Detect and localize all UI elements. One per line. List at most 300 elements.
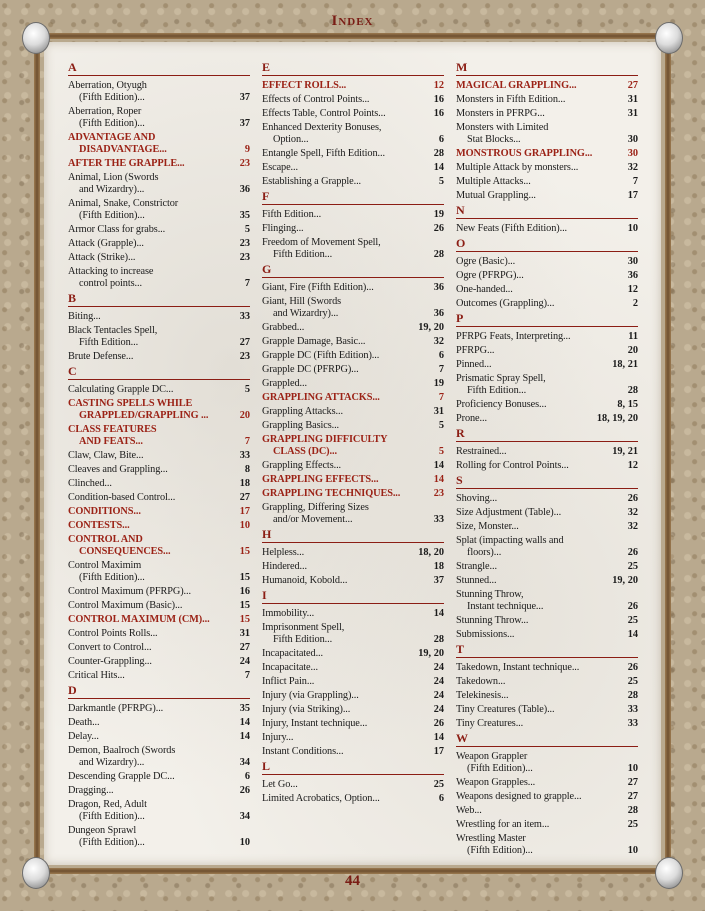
index-entry-term: Effects Table, Control Points... — [262, 108, 386, 119]
index-entry-term: GRAPPLING TECHNIQUES... — [262, 488, 401, 499]
section-letter-heading: A — [68, 61, 250, 76]
index-entry-pages: 28 — [433, 148, 444, 159]
index-entry — [68, 450, 250, 462]
index-entry-pages: 6 — [244, 771, 250, 782]
index-entry — [68, 745, 250, 769]
index-entry-term: Web... — [456, 805, 482, 816]
index-entry — [68, 398, 250, 422]
index-entry-pages: 23 — [239, 351, 250, 362]
index-entry-term: Control Maximum (PFRPG)... — [68, 586, 191, 597]
index-entry-pages: 27 — [239, 492, 250, 503]
index-entry-term: Grappling, Differing Sizes and/or Movement... — [262, 502, 369, 525]
index-entry — [262, 176, 444, 188]
index-entry-term: Brute Defense... — [68, 351, 134, 362]
index-entry — [456, 662, 638, 674]
index-entry-pages: 30 — [627, 148, 638, 159]
index-entry-pages: 27 — [627, 791, 638, 802]
index-entry-term: Multiple Attacks... — [456, 176, 531, 187]
index-entry — [68, 825, 250, 849]
index-entry — [456, 331, 638, 343]
index-entry — [262, 793, 444, 805]
index-entry — [68, 771, 250, 783]
index-entry-pages: 19, 20 — [612, 575, 638, 586]
index-entry-pages: 5 — [438, 420, 444, 431]
index-entry-term: Ogre (PFRPG)... — [456, 270, 524, 281]
index-entry — [68, 717, 250, 729]
index-entry-pages: 24 — [433, 676, 444, 687]
index-entry-pages: 18, 21 — [612, 359, 638, 370]
index-entry-term: Black Tentacles Spell, Fifth Edition... — [68, 325, 158, 348]
index-entry-pages: 10 — [239, 520, 250, 531]
index-entry-term: Monsters in Fifth Edition... — [456, 94, 566, 105]
index-entry-pages: 14 — [433, 162, 444, 173]
index-entry — [456, 561, 638, 573]
index-entry — [456, 446, 638, 458]
index-entry-term: Entangle Spell, Fifth Edition... — [262, 148, 385, 159]
index-entry-term: Prismatic Spray Spell, Fifth Edition... — [456, 373, 546, 396]
section-letter-heading: F — [262, 190, 444, 205]
index-entry-term: Enhanced Dexterity Bonuses, Option... — [262, 122, 382, 145]
index-entry — [68, 642, 250, 654]
index-entry-term: Dungeon Sprawl (Fifth Edition)... — [68, 825, 145, 848]
index-entry-term: GRAPPLING ATTACKS... — [262, 392, 380, 403]
index-entry-pages: 32 — [433, 336, 444, 347]
index-entry-term: Wrestling Master (Fifth Edition)... — [456, 833, 533, 856]
index-entry-pages: 7 — [438, 364, 444, 375]
index-entry-term: Control Maximum (Basic)... — [68, 600, 183, 611]
index-entry-pages: 27 — [627, 80, 638, 91]
section-letter-heading: T — [456, 643, 638, 658]
index-entry — [456, 805, 638, 817]
index-entry — [456, 399, 638, 411]
index-entry-pages: 34 — [239, 757, 250, 768]
index-entry-term: Weapon Grapples... — [456, 777, 536, 788]
index-entry-term: Pinned... — [456, 359, 492, 370]
section-letter-heading: I — [262, 589, 444, 604]
index-entry-pages: 10 — [627, 223, 638, 234]
section-letter-heading: P — [456, 312, 638, 327]
index-entry-term: Takedown... — [456, 676, 506, 687]
index-entry-term: Restrained... — [456, 446, 507, 457]
index-entry-term: Cleaves and Grappling... — [68, 464, 168, 475]
index-entry-pages: 25 — [627, 676, 638, 687]
index-entry-term: Helpless... — [262, 547, 305, 558]
index-entry-term: Flinging... — [262, 223, 304, 234]
section-letter-heading: L — [262, 760, 444, 775]
index-entry — [456, 777, 638, 789]
index-entry-term: Death... — [68, 717, 100, 728]
index-entry-pages: 5 — [438, 446, 444, 457]
index-entry-pages: 26 — [433, 223, 444, 234]
index-entry — [262, 608, 444, 620]
index-entry — [456, 345, 638, 357]
index-entry-term: CASTING SPELLS WHILE GRAPPLED/GRAPPLING ... — [68, 398, 209, 421]
index-entry — [262, 575, 444, 587]
index-entry-term: MAGICAL GRAPPLING... — [456, 80, 577, 91]
index-entry — [68, 586, 250, 598]
index-entry — [456, 676, 638, 688]
index-entry — [262, 406, 444, 418]
index-entry-pages: 7 — [244, 436, 250, 447]
index-entry-term: AFTER THE GRAPPLE... — [68, 158, 185, 169]
index-entry-pages: 6 — [438, 350, 444, 361]
index-entry — [68, 106, 250, 130]
index-entry-pages: 30 — [627, 134, 638, 145]
index-entry — [68, 384, 250, 396]
index-entry-term: Submissions... — [456, 629, 515, 640]
index-entry-pages: 7 — [438, 392, 444, 403]
index-entry-term: Animal, Snake, Constrictor (Fifth Edition)... — [68, 198, 179, 221]
index-entry-pages: 18 — [239, 478, 250, 489]
index-entry-pages: 23 — [239, 158, 250, 169]
index-entry — [456, 284, 638, 296]
index-entry-pages: 14 — [433, 608, 444, 619]
index-entry-term: Shoving... — [456, 493, 498, 504]
index-entry — [68, 198, 250, 222]
index-entry-pages: 36 — [433, 308, 444, 319]
index-entry-term: Escape... — [262, 162, 298, 173]
index-entry — [68, 351, 250, 363]
index-entry-term: Injury (via Grappling)... — [262, 690, 359, 701]
index-entry-pages: 19, 20 — [418, 322, 444, 333]
index-entry-term: Humanoid, Kobold... — [262, 575, 348, 586]
index-column-3 — [456, 60, 638, 859]
index-entry-term: Prone... — [456, 413, 487, 424]
index-entry-term: Delay... — [68, 731, 99, 742]
index-entry-term: Tiny Creatures... — [456, 718, 524, 729]
index-entry-term: Splat (impacting walls and floors)... — [456, 535, 564, 558]
frame-border-left — [34, 40, 40, 871]
index-entry — [262, 282, 444, 294]
index-entry-term: Imprisonment Spell, Fifth Edition... — [262, 622, 345, 645]
index-entry-pages: 33 — [239, 450, 250, 461]
index-entry — [456, 791, 638, 803]
index-entry-term: Takedown, Instant technique... — [456, 662, 580, 673]
index-entry-term: One-handed... — [456, 284, 513, 295]
index-entry-pages: 14 — [239, 717, 250, 728]
index-entry-term: CONTROL AND CONSEQUENCES... — [68, 534, 171, 557]
index-entry-term: Fifth Edition... — [262, 209, 322, 220]
index-entry-term: Giant, Fire (Fifth Edition)... — [262, 282, 374, 293]
index-entry-pages: 23 — [239, 238, 250, 249]
index-entry-pages: 25 — [627, 819, 638, 830]
index-entry — [456, 507, 638, 519]
index-entry-pages: 23 — [433, 488, 444, 499]
index-entry-pages: 7 — [632, 176, 638, 187]
index-entry — [262, 434, 444, 458]
index-entry-term: Control Maximim (Fifth Edition)... — [68, 560, 145, 583]
index-entry — [456, 690, 638, 702]
section-letter-heading: C — [68, 365, 250, 380]
index-entry — [262, 378, 444, 390]
index-entry-pages: 28 — [433, 249, 444, 260]
index-entry-term: Grappling Attacks... — [262, 406, 343, 417]
index-entry-term: Stunning Throw, Instant technique... — [456, 589, 544, 612]
index-entry-pages: 14 — [433, 732, 444, 743]
index-entry-term: Giant, Hill (Swords and Wizardry)... — [262, 296, 342, 319]
index-entry-pages: 10 — [627, 845, 638, 856]
index-entry-pages: 12 — [627, 460, 638, 471]
index-entry-term: Grapple DC (Fifth Edition)... — [262, 350, 380, 361]
index-entry-term: Incapacitated... — [262, 648, 324, 659]
index-entry-term: Size, Monster... — [456, 521, 519, 532]
index-column-2 — [262, 60, 444, 807]
index-entry-pages: 17 — [627, 190, 638, 201]
index-entry-pages: 28 — [627, 385, 638, 396]
index-entry — [456, 80, 638, 92]
index-entry-pages: 9 — [244, 144, 250, 155]
index-entry-pages: 15 — [239, 614, 250, 625]
index-entry-term: CONTESTS... — [68, 520, 130, 531]
index-entry-pages: 6 — [438, 134, 444, 145]
index-entry-pages: 17 — [433, 746, 444, 757]
index-entry-term: Strangle... — [456, 561, 497, 572]
index-entry-pages: 20 — [239, 410, 250, 421]
index-entry-term: PFRPG... — [456, 345, 495, 356]
index-entry-term: Multiple Attack by monsters... — [456, 162, 579, 173]
index-entry-term: Establishing a Grapple... — [262, 176, 362, 187]
index-entry-term: CONDITIONS... — [68, 506, 141, 517]
index-entry — [262, 561, 444, 573]
index-entry-term: CONTROL MAXIMUM (CM)... — [68, 614, 210, 625]
index-entry-pages: 18 — [433, 561, 444, 572]
index-entry — [262, 662, 444, 674]
index-entry-term: Injury (via Striking)... — [262, 704, 351, 715]
index-entry-term: Tiny Creatures (Table)... — [456, 704, 555, 715]
index-entry-pages: 32 — [627, 162, 638, 173]
index-entry-pages: 7 — [244, 670, 250, 681]
index-entry-term: Weapons designed to grapple... — [456, 791, 582, 802]
index-entry-term: Critical Hits... — [68, 670, 125, 681]
index-entry — [68, 785, 250, 797]
index-entry — [262, 237, 444, 261]
index-entry-term: Attacking to increase control points... — [68, 266, 154, 289]
index-entry — [262, 209, 444, 221]
index-entry — [262, 648, 444, 660]
index-entry-pages: 26 — [239, 785, 250, 796]
index-entry — [456, 94, 638, 106]
index-entry — [456, 373, 638, 397]
index-entry-term: Grapple DC (PFRPG)... — [262, 364, 359, 375]
section-letter-heading: B — [68, 292, 250, 307]
index-entry — [68, 424, 250, 448]
index-entry-term: Condition-based Control... — [68, 492, 176, 503]
index-entry-term: Counter-Grappling... — [68, 656, 152, 667]
index-entry-term: Immobility... — [262, 608, 315, 619]
index-entry — [262, 122, 444, 146]
index-entry-term: Outcomes (Grappling)... — [456, 298, 555, 309]
index-entry-pages: 31 — [239, 628, 250, 639]
index-entry — [68, 252, 250, 264]
index-entry-term: Calculating Grapple DC... — [68, 384, 174, 395]
index-entry-pages: 16 — [433, 94, 444, 105]
index-entry — [68, 670, 250, 682]
frame-border-top — [40, 33, 665, 39]
index-entry — [456, 704, 638, 716]
index-entry — [456, 176, 638, 188]
index-entry — [262, 350, 444, 362]
index-entry-pages: 24 — [239, 656, 250, 667]
index-entry-pages: 14 — [433, 474, 444, 485]
index-entry — [68, 266, 250, 290]
index-entry-pages: 5 — [244, 384, 250, 395]
index-entry — [68, 224, 250, 236]
section-letter-heading: W — [456, 732, 638, 747]
index-entry — [68, 464, 250, 476]
index-entry-pages: 6 — [438, 793, 444, 804]
index-entry-term: Telekinesis... — [456, 690, 509, 701]
index-entry-pages: 30 — [627, 256, 638, 267]
index-entry-term: Hindered... — [262, 561, 307, 572]
index-entry-pages: 12 — [433, 80, 444, 91]
index-entry — [68, 325, 250, 349]
index-entry-pages: 17 — [239, 506, 250, 517]
index-entry — [68, 731, 250, 743]
index-entry-term: Demon, Baalroch (Swords and Wizardry)... — [68, 745, 176, 768]
index-entry-term: Control Points Rolls... — [68, 628, 158, 639]
index-entry-pages: 8, 15 — [617, 399, 638, 410]
index-entry — [456, 256, 638, 268]
index-entry-term: Freedom of Movement Spell, Fifth Edition... — [262, 237, 381, 260]
index-entry-term: Dragging... — [68, 785, 114, 796]
index-entry — [456, 148, 638, 160]
index-entry — [262, 392, 444, 404]
index-entry-pages: 26 — [627, 547, 638, 558]
index-entry — [456, 122, 638, 146]
index-entry-pages: 26 — [627, 662, 638, 673]
index-entry — [68, 799, 250, 823]
index-entry — [262, 732, 444, 744]
index-entry-pages: 27 — [239, 642, 250, 653]
index-column-1 — [68, 60, 250, 851]
index-entry — [456, 718, 638, 730]
index-entry — [68, 703, 250, 715]
index-entry — [456, 298, 638, 310]
index-entry-pages: 36 — [627, 270, 638, 281]
index-entry-term: Injury... — [262, 732, 294, 743]
index-entry-pages: 33 — [433, 514, 444, 525]
index-entry-pages: 25 — [433, 779, 444, 790]
index-entry-term: EFFECT ROLLS... — [262, 80, 347, 91]
index-entry-term: Monsters in PFRPG... — [456, 108, 545, 119]
index-entry-pages: 28 — [627, 690, 638, 701]
index-entry-pages: 15 — [239, 546, 250, 557]
page-number: 44 — [345, 873, 360, 889]
index-entry — [262, 488, 444, 500]
index-entry-pages: 37 — [239, 118, 250, 129]
index-entry — [262, 364, 444, 376]
index-entry — [456, 535, 638, 559]
index-entry — [262, 704, 444, 716]
index-entry — [262, 322, 444, 334]
index-entry-pages: 36 — [433, 282, 444, 293]
index-entry — [68, 238, 250, 250]
index-entry-pages: 19 — [433, 378, 444, 389]
section-letter-heading: M — [456, 61, 638, 76]
section-letter-heading: N — [456, 204, 638, 219]
index-entry-term: Clinched... — [68, 478, 112, 489]
index-entry-term: Biting... — [68, 311, 101, 322]
section-letter-heading: D — [68, 684, 250, 699]
index-entry-pages: 27 — [239, 337, 250, 348]
index-entry — [262, 502, 444, 526]
index-entry-term: Grappling Basics... — [262, 420, 340, 431]
index-entry-pages: 28 — [627, 805, 638, 816]
index-entry-term: GRAPPLING DIFFICULTY CLASS (DC)... — [262, 434, 388, 457]
index-entry-pages: 15 — [239, 600, 250, 611]
index-entry — [262, 108, 444, 120]
index-entry-pages: 14 — [627, 629, 638, 640]
index-entry — [68, 628, 250, 640]
index-entry — [456, 413, 638, 425]
index-entry — [456, 575, 638, 587]
index-entry — [456, 751, 638, 775]
index-entry — [262, 547, 444, 559]
index-entry — [68, 158, 250, 170]
index-entry-term: Stunning Throw... — [456, 615, 529, 626]
index-entry-term: Injury, Instant technique... — [262, 718, 368, 729]
index-entry-pages: 12 — [627, 284, 638, 295]
index-entry-pages: 37 — [433, 575, 444, 586]
index-entry-pages: 23 — [239, 252, 250, 263]
index-entry — [456, 460, 638, 472]
index-entry — [68, 614, 250, 626]
index-entry — [262, 148, 444, 160]
index-entry — [456, 615, 638, 627]
index-entry-term: PFRPG Feats, Interpreting... — [456, 331, 571, 342]
index-entry-pages: 37 — [239, 92, 250, 103]
index-entry — [456, 833, 638, 857]
index-entry-pages: 35 — [239, 703, 250, 714]
section-letter-heading: G — [262, 263, 444, 278]
index-entry — [262, 746, 444, 758]
index-entry-pages: 19, 21 — [612, 446, 638, 457]
index-entry-pages: 15 — [239, 572, 250, 583]
index-entry — [456, 629, 638, 641]
index-entry-term: Claw, Claw, Bite... — [68, 450, 144, 461]
index-entry — [262, 460, 444, 472]
index-entry-pages: 8 — [244, 464, 250, 475]
index-entry-term: Proficiency Bonuses... — [456, 399, 547, 410]
index-entry-pages: 18, 19, 20 — [596, 413, 638, 424]
index-entry-term: Descending Grapple DC... — [68, 771, 175, 782]
frame-border-right — [665, 40, 671, 871]
index-entry-term: Instant Conditions... — [262, 746, 344, 757]
section-letter-heading: O — [456, 237, 638, 252]
index-entry — [68, 132, 250, 156]
index-entry — [68, 534, 250, 558]
index-entry — [68, 656, 250, 668]
index-entry — [68, 560, 250, 584]
index-entry — [262, 690, 444, 702]
index-entry-pages: 33 — [239, 311, 250, 322]
index-entry-pages: 31 — [627, 94, 638, 105]
index-entry — [68, 311, 250, 323]
index-entry-pages: 24 — [433, 662, 444, 673]
index-entry-pages: 20 — [627, 345, 638, 356]
index-entry-pages: 14 — [433, 460, 444, 471]
index-entry-term: Mutual Grappling... — [456, 190, 536, 201]
index-entry-pages: 10 — [627, 763, 638, 774]
index-entry-term: Armor Class for grabs... — [68, 224, 166, 235]
index-entry-term: Convert to Control... — [68, 642, 152, 653]
index-entry — [456, 270, 638, 282]
index-entry — [262, 80, 444, 92]
index-entry — [456, 819, 638, 831]
index-entry-pages: 26 — [627, 493, 638, 504]
index-entry-pages: 25 — [627, 561, 638, 572]
index-entry — [262, 779, 444, 791]
